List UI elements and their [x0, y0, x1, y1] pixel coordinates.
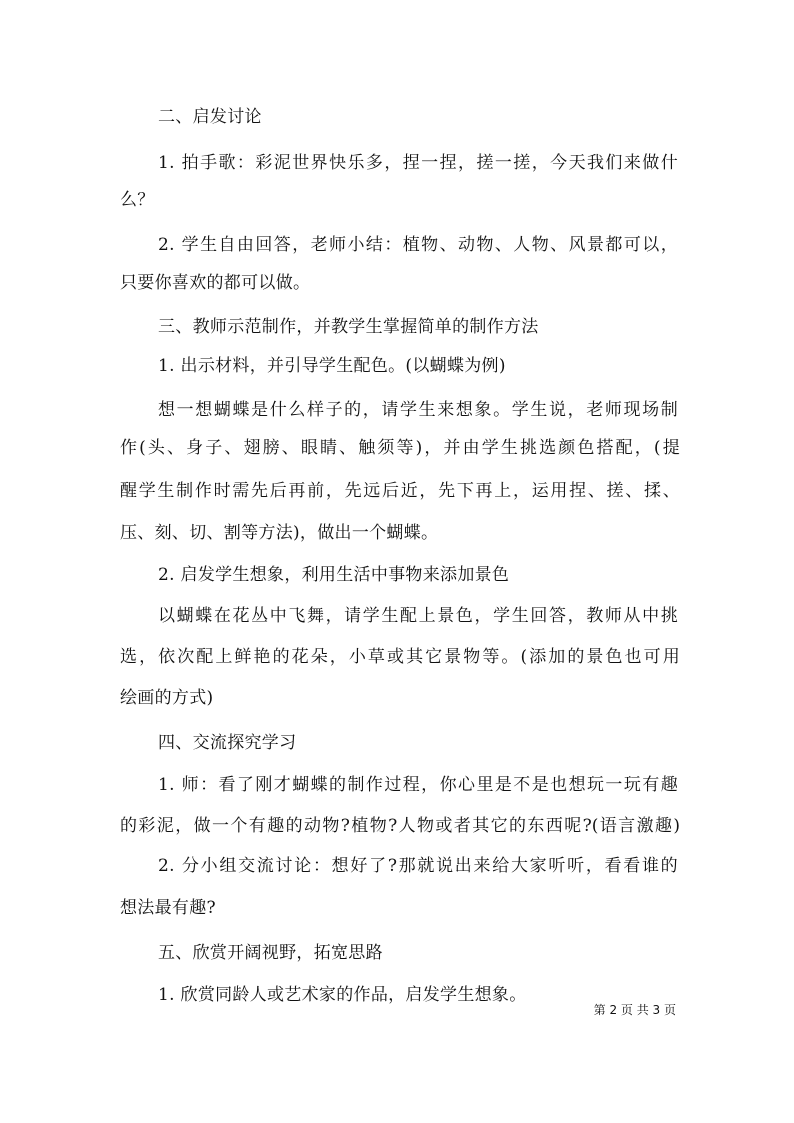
paragraph-line: 1. 欣赏同龄人或艺术家的作品，启发学生想象。 [158, 985, 527, 1005]
paragraph-line: 2. 学生自由回答，老师小结：植物、动物、人物、风景都可以， [158, 235, 678, 255]
paragraph-line: 1. 拍手歌：彩泥世界快乐多，捏一捏，搓一搓，今天我们来做什 [158, 153, 678, 173]
paragraph-line: 以蝴蝶在花丛中飞舞，请学生配上景色，学生回答，教师从中挑 [158, 606, 678, 626]
paragraph-line: 想法最有趣? [120, 898, 216, 918]
paragraph-line: 压、刻、切、割等方法)，做出一个蝴蝶。 [120, 523, 439, 543]
paragraph-line: 的彩泥，做一个有趣的动物?植物?人物或者其它的东西呢?(语言激趣) [120, 816, 680, 836]
paragraph-line: 只要你喜欢的都可以做。 [120, 273, 311, 293]
heading-appreciation: 五、欣赏开阔视野，拓宽思路 [158, 943, 383, 963]
heading-discussion: 二、启发讨论 [158, 107, 262, 127]
paragraph-line: 2. 分小组交流讨论：想好了?那就说出来给大家听听，看看谁的 [158, 856, 678, 876]
paragraph-line: 选，依次配上鲜艳的花朵，小草或其它景物等。(添加的景色也可用 [120, 647, 680, 667]
paragraph-line: 醒学生制作时需先后再前，先远后近，先下再上，运用捏、搓、揉、 [120, 481, 680, 501]
heading-demonstration: 三、教师示范制作，并教学生掌握简单的制作方法 [158, 317, 539, 337]
paragraph-line: 绘画的方式) [120, 688, 214, 708]
paragraph-line: 2. 启发学生想象，利用生活中事物来添加景色 [158, 565, 510, 585]
paragraph-line: 1. 师：看了刚才蝴蝶的制作过程，你心里是不是也想玩一玩有趣 [158, 775, 678, 795]
heading-exploration: 四、交流探究学习 [158, 733, 297, 753]
paragraph-line: 作(头、身子、翅膀、眼睛、触须等)，并由学生挑选颜色搭配，(提 [120, 438, 680, 458]
page-number: 第 2 页 共 3 页 [593, 1003, 676, 1017]
paragraph-line: 1. 出示材料，并引导学生配色。(以蝴蝶为例) [158, 356, 506, 376]
paragraph-line: 么？ [120, 190, 155, 210]
paragraph-line: 想一想蝴蝶是什么样子的，请学生来想象。学生说，老师现场制 [158, 400, 678, 420]
